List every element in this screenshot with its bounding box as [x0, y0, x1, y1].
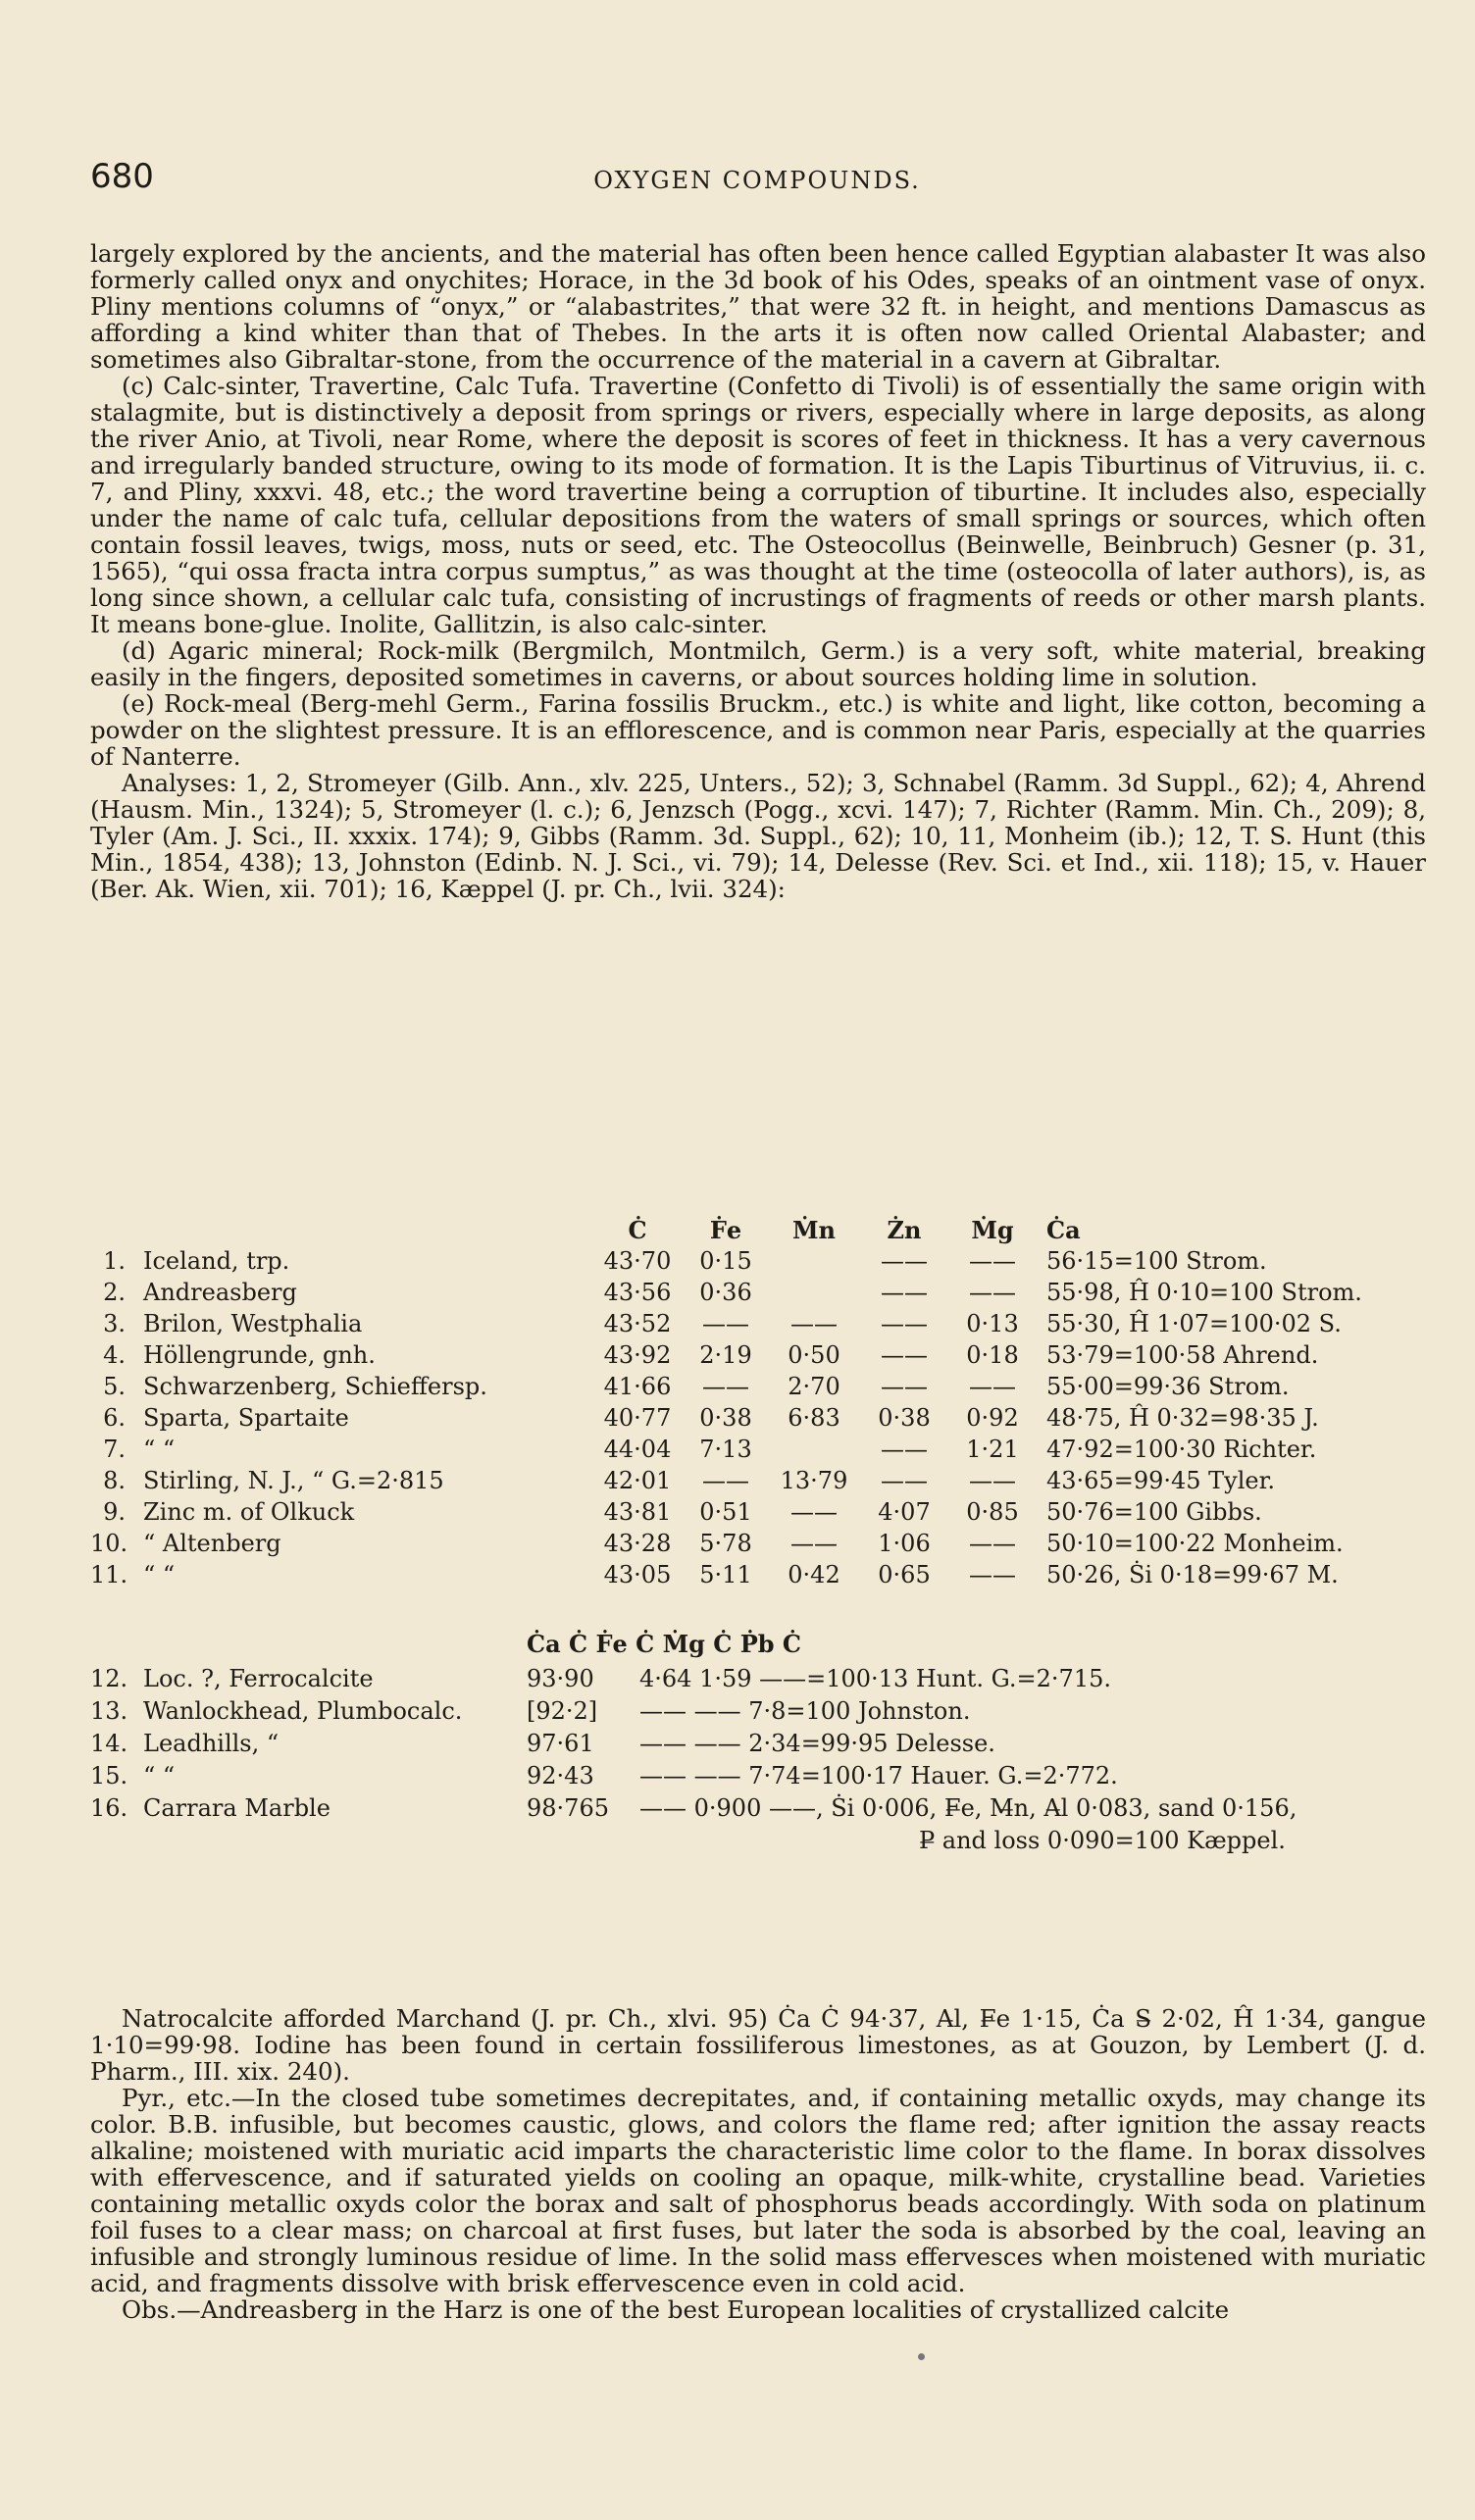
row-value: 6·83 — [788, 1404, 840, 1432]
row-value: 5·78 — [699, 1530, 752, 1557]
row-locality: “ Altenberg — [143, 1530, 281, 1557]
row-value: 43·70 — [603, 1247, 672, 1275]
paragraph-analyses: Analyses: 1, 2, Stromeyer (Gilb. Ann., xlv. 225, Unters., 52); 3, Schnabel (Ramm. 3d Suppl., 62); 4, Ahrend (Hausm. Min., 1324); 5, Stromeyer (l. c.); 6, Jenzsch (Pogg., xcvi. 147); 7, Richter (Ramm. Min. Ch., 209); 8, Tyler (Am. J. Sci., II. xxxix. 174); 9, Gibbs (Ramm. 3d. Suppl., 62); 10, 11, Monheim (ib.); 12, T. S. Hunt (this Min., 1854, 438); 13, Johnston (Edinb. N. J. Sci., vi. 79); 14, Delesse (Rev. Sci. et Ind., xii. 118); 15, v. Hauer (Ber. Ak. Wien, xii. 701); 16, Kæppel (J. pr. Ch., lvii. 324): — [90, 769, 1426, 903]
row-number: 4. — [103, 1341, 126, 1369]
row-value: 0·50 — [788, 1341, 840, 1369]
row-value: 43·81 — [603, 1498, 672, 1526]
row-locality: Stirling, N. J., “ G.=2·815 — [143, 1467, 444, 1494]
running-title: OXYGEN COMPOUNDS. — [593, 167, 921, 194]
row-value: 0·65 — [878, 1561, 931, 1588]
table-row — [90, 1794, 1426, 1827]
paragraph-rock-meal: (e) Rock-meal (Berg-mehl Germ., Farina fossilis Bruckm., etc.) is white and light, like cotton, becoming a powder on the slightest pressure. It is an efflorescence, and is common near Paris, especially at the quarries of Nanterre. — [90, 689, 1426, 771]
row-value: 2·19 — [699, 1341, 752, 1369]
page-header — [90, 157, 1424, 202]
row-value: —— — [881, 1279, 928, 1306]
row-number: 6. — [103, 1404, 126, 1432]
table-row — [90, 1279, 1426, 1310]
paragraph-agaric-mineral: (d) Agaric mineral; Rock-milk (Bergmilch, Montmilch, Germ.) is a very soft, white material, breaking easily in the fingers, deposited sometimes in caverns, or about sources holding lime in solution. — [90, 636, 1426, 691]
row-value: 0·92 — [966, 1404, 1019, 1432]
row-value: 47·92=100·30 Richter. — [1046, 1436, 1317, 1463]
row-value: 13·79 — [780, 1467, 848, 1494]
row-value: 50·76=100 Gibbs. — [1046, 1498, 1262, 1526]
row-number: 1. — [103, 1247, 126, 1275]
row-value: 56·15=100 Strom. — [1046, 1247, 1267, 1275]
row-value: —— — [790, 1310, 838, 1337]
row-value: 1·06 — [878, 1530, 931, 1557]
paragraph-calc-sinter: (c) Calc-sinter, Travertine, Calc Tufa. Travertine (Confetto di Tivoli) is of essentially the same origin with stalagmite, but is distinctively a deposit from springs or rivers, especially where in large deposits, as along the river Anio, at Tivoli, near Rome, where the deposit is scores of feet in thickness. It has a very cavernous and irregularly banded structure, owing to its mode of formation. It is the Lapis Tiburtinus of Vitruvius, ii. c. 7, and Pliny, xxxvi. 48, etc.; the word travertine being a corruption of tiburtine. It includes also, especially under the name of calc tufa, cellular depositions from the waters of small springs or sources, which often contain fossil leaves, twigs, moss, nuts or seed, etc. The Osteocollus (Beinwelle, Beinbruch) Gesner (p. 31, 1565), “qui ossa fracta intra corpus sumptus,” as was thought at the time (osteocolla of later authors), is, as long since shown, a cellular calc tufa, consisting of incrustings of fragments of reeds or other marsh plants. It means bone-glue. Inolite, Gallitzin, is also calc-sinter. — [90, 372, 1426, 638]
row-value: 43·65=99·45 Tyler. — [1046, 1467, 1276, 1494]
row-value: 43·52 — [603, 1310, 672, 1337]
table2-header-row — [90, 1630, 1426, 1665]
row-value: 0·36 — [699, 1279, 752, 1306]
row-value: —— — [881, 1436, 928, 1463]
row-value: —— — [702, 1373, 749, 1400]
row-number: 12. — [90, 1665, 128, 1692]
row-value: 0·18 — [966, 1341, 1019, 1369]
row-number: 7. — [103, 1436, 126, 1463]
row-value: —— — [969, 1373, 1016, 1400]
row-value: —— — [881, 1310, 928, 1337]
table-row — [90, 1730, 1426, 1762]
row-value: —— — [790, 1530, 838, 1557]
row-remainder: —— —— 2·34=99·95 Delesse. — [639, 1730, 995, 1757]
row-locality: Schwarzenberg, Schieffersp. — [143, 1373, 487, 1400]
row-value: 0·38 — [699, 1404, 752, 1432]
row-value: 4·07 — [878, 1498, 931, 1526]
row-locality: Leadhills, “ — [143, 1730, 280, 1757]
row-value: [92·2] — [527, 1697, 598, 1725]
row-value: 48·75, Ĥ 0·32=98·35 J. — [1046, 1404, 1319, 1432]
table-row — [90, 1530, 1426, 1561]
paragraph-observations: Obs.—Andreasberg in the Harz is one of the best European localities of crystallized calcite — [122, 2295, 1230, 2324]
body-text-top — [90, 240, 1426, 902]
table-row — [90, 1404, 1426, 1436]
row-value: 44·04 — [603, 1436, 672, 1463]
row-value: —— — [702, 1310, 749, 1337]
row-remainder: 4·64 1·59 ——=100·13 Hunt. G.=2·715. — [639, 1665, 1111, 1692]
row-value: —— — [969, 1561, 1016, 1588]
row-value: 0·15 — [699, 1247, 752, 1275]
row-remainder: —— —— 7·74=100·17 Hauer. G.=2·772. — [639, 1762, 1118, 1789]
row-value: —— — [969, 1279, 1016, 1306]
row-locality: “ “ — [143, 1436, 176, 1463]
row-value: —— — [881, 1247, 928, 1275]
row-value: —— — [969, 1247, 1016, 1275]
row-value: —— — [790, 1498, 838, 1526]
page-speck — [918, 2353, 925, 2360]
table-row — [90, 1561, 1426, 1592]
row-locality: Brilon, Westphalia — [143, 1310, 363, 1337]
table-row — [90, 1310, 1426, 1341]
row-value: 98·765 — [527, 1794, 609, 1822]
table-row — [90, 1665, 1426, 1697]
row-value: 40·77 — [603, 1404, 672, 1432]
row-value: 55·30, Ĥ 1·07=100·02 S. — [1046, 1310, 1342, 1337]
row-value: —— — [702, 1467, 749, 1494]
column-header: Ṁg — [971, 1216, 1014, 1244]
column-header: Ṁn — [791, 1216, 836, 1244]
row-number: 16. — [90, 1794, 128, 1822]
paragraph-natrocalcite: Natrocalcite afforded Marchand (J. pr. Ch., xlvi. 95) Ċa Ċ 94·37, A̶l, F̶e 1·15, Ċa S̶ 2·02, Ĥ 1·34, gangue 1·10=99·98. Iodine has been found in certain fossiliferous limestones, as at Gouzon, by Lembert (J. d. Pharm., III. xix. 240). — [90, 2004, 1426, 2086]
row-value: 41·66 — [603, 1373, 672, 1400]
row-value: —— — [969, 1530, 1016, 1557]
row-value: 50·26, Ṡi 0·18=99·67 M. — [1046, 1561, 1339, 1588]
row-locality: Sparta, Spartaite — [143, 1404, 349, 1432]
row-value: 7·13 — [699, 1436, 752, 1463]
row-value: 43·56 — [603, 1279, 672, 1306]
row-number: 10. — [90, 1530, 128, 1557]
row-value: 2·70 — [788, 1373, 840, 1400]
row-locality: Höllengrunde, gnh. — [143, 1341, 376, 1369]
row-remainder: —— 0·900 ——, Ṡi 0·006, F̶e, M̶n, A̶l 0·083, sand 0·156, — [639, 1794, 1297, 1822]
row-value: 1·21 — [966, 1436, 1019, 1463]
row-value: 42·01 — [603, 1467, 672, 1494]
row-value: 0·38 — [878, 1404, 931, 1432]
row-locality: “ “ — [143, 1762, 176, 1789]
row-value: —— — [881, 1467, 928, 1494]
column-header: Ḟe — [709, 1216, 742, 1244]
row-locality: Andreasberg — [143, 1279, 297, 1306]
row-value: 43·28 — [603, 1530, 672, 1557]
table-header-row — [90, 1216, 1426, 1247]
column-header: Ċ — [628, 1216, 647, 1244]
table-row — [90, 1762, 1426, 1794]
analysis-table-2 — [90, 1630, 1426, 1859]
row-value: 0·85 — [966, 1498, 1019, 1526]
row-value: 0·13 — [966, 1310, 1019, 1337]
paragraph-alabaster: largely explored by the ancients, and the material has often been hence called Egyptian alabaster It was also formerly called onyx and onychites; Horace, in the 3d book of his Odes, speaks of an ointment vase of onyx. Pliny mentions columns of “onyx,” or “alabastrites,” that were 32 ft. in height, and mentions Damascus as affording a kind whiter than that of Thebes. In the arts it is often now called Oriental Alabaster; and sometimes also Gibraltar-stone, from the occurrence of the material in a cavern at Gibraltar. — [90, 239, 1426, 374]
analysis-table-1 — [90, 1216, 1426, 1592]
row-value: 92·43 — [527, 1762, 594, 1789]
column-header: Żn — [887, 1216, 922, 1244]
row-value: 97·61 — [527, 1730, 594, 1757]
paragraph-pyrognostics: Pyr., etc.—In the closed tube sometimes decrepitates, and, if containing metallic oxyds, may change its color. B.B. infusible, but becomes caustic, glows, and colors the flame red; after ignition the assay reacts alkaline; moistened with muriatic acid imparts the characteristic lime color to the flame. In borax dissolves with effervescence, and if saturated yields on cooling an opaque, milk-white, crystalline bead. Varieties containing metallic oxyds color the borax and salt of phosphorus beads accordingly. With soda on platinum foil fuses to a clear mass; on charcoal at first fuses, but later the soda is absorbed by the coal, leaving an infusible and strongly luminous residue of lime. In the solid mass effervesces when moistened with muriatic acid, and fragments dissolve with brisk effervescence even in cold acid. — [90, 2084, 1426, 2297]
row-value: 5·11 — [699, 1561, 752, 1588]
row-number: 15. — [90, 1762, 128, 1789]
row-locality: Wanlockhead, Plumbocalc. — [143, 1697, 463, 1725]
row-number: 5. — [103, 1373, 126, 1400]
row-number: 3. — [103, 1310, 126, 1337]
row-locality: “ “ — [143, 1561, 176, 1588]
row-value: 53·79=100·58 Ahrend. — [1046, 1341, 1319, 1369]
row-locality: Iceland, trp. — [143, 1247, 290, 1275]
table-row — [90, 1467, 1426, 1498]
row-value: 93·90 — [527, 1665, 594, 1692]
body-text-bottom — [90, 2005, 1426, 2323]
row-value: 43·92 — [603, 1341, 672, 1369]
row-value: 55·00=99·36 Strom. — [1046, 1373, 1290, 1400]
table2-continuation — [90, 1827, 1426, 1859]
table-row — [90, 1697, 1426, 1730]
table-row — [90, 1247, 1426, 1279]
row-value: 0·51 — [699, 1498, 752, 1526]
column-header: Ċa — [1046, 1216, 1081, 1244]
table-row — [90, 1373, 1426, 1404]
row-number: 8. — [103, 1467, 126, 1494]
row-locality: Loc. ?, Ferrocalcite — [143, 1665, 374, 1692]
table-row — [90, 1436, 1426, 1467]
row-number: 11. — [90, 1561, 128, 1588]
row-locality: Carrara Marble — [143, 1794, 331, 1822]
row-locality: Zinc m. of Olkuck — [143, 1498, 355, 1526]
column-header: Ċa Ċ Ḟe Ċ Ṁg Ċ Ṗb Ċ — [527, 1630, 802, 1658]
continuation-text: P̶ and loss 0·090=100 Kæppel. — [919, 1827, 1286, 1854]
row-number: 2. — [103, 1279, 126, 1306]
row-value: 0·42 — [788, 1561, 840, 1588]
row-value: —— — [881, 1341, 928, 1369]
row-value: —— — [881, 1373, 928, 1400]
row-value: 50·10=100·22 Monheim. — [1046, 1530, 1344, 1557]
table-row — [90, 1498, 1426, 1530]
row-number: 14. — [90, 1730, 128, 1757]
row-number: 9. — [103, 1498, 126, 1526]
row-value: 43·05 — [603, 1561, 672, 1588]
page-number: 680 — [90, 157, 154, 196]
row-value: 55·98, Ĥ 0·10=100 Strom. — [1046, 1279, 1362, 1306]
row-value: —— — [969, 1467, 1016, 1494]
row-remainder: —— —— 7·8=100 Johnston. — [639, 1697, 971, 1725]
table-row — [90, 1341, 1426, 1373]
row-number: 13. — [90, 1697, 128, 1725]
